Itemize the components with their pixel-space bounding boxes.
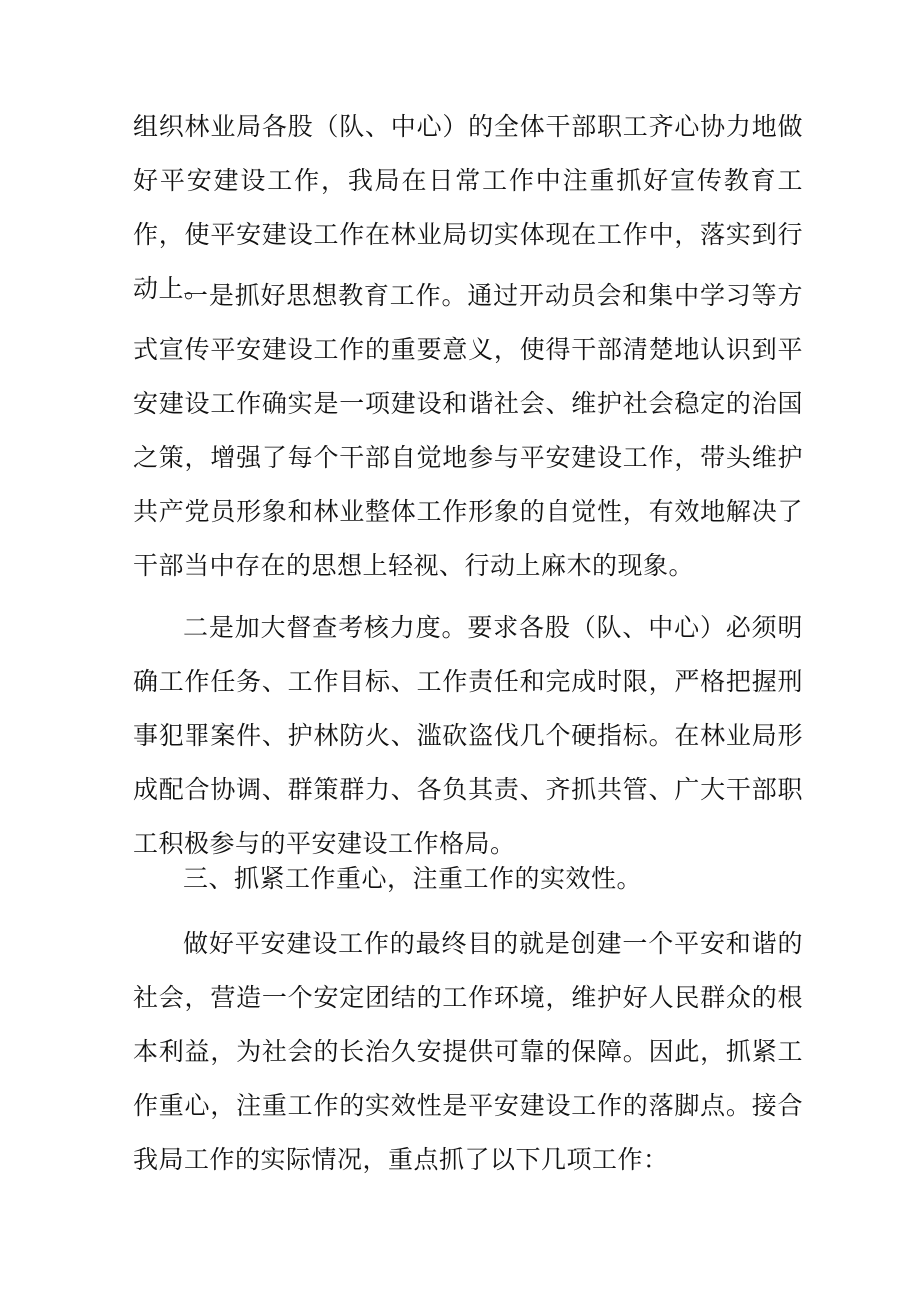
section-heading: 三、抓紧工作重心，注重工作的实效性。: [183, 864, 643, 893]
paragraph-work-focus: 做好平安建设工作的最终目的就是创建一个平安和谐的社会，营造一个安定团结的工作环境，维护好人民群众的根本利益，为社会的长治久安提供可靠的保障。因此，抓紧工作重心，注重工作的实效性是平安建设工作的落脚点。接合我局工作的实际情况，重点抓了以下几项工作：: [133, 929, 803, 1174]
paragraph-supervision-assessment: 二是加大督查考核力度。要求各股（队、中心）必须明确工作任务、工作目标、工作责任和完成时限，严格把握刑事犯罪案件、护林防火、滥砍盗伐几个硬指标。在林业局形成配合协调、群策群力、各负其责、齐抓共管、广大干部职工积极参与的平安建设工作格局。: [133, 613, 803, 858]
paragraph-ideological-education: 一是抓好思想教育工作。通过开动员会和集中学习等方式宣传平安建设工作的重要意义，使得干部清楚地认识到平安建设工作确实是一项建设和谐社会、维护社会稳定的治国之策，增强了每个干部自觉地参与平安建设工作，带头维护共产党员形象和林业整体工作形象的自觉性，有效地解决了干部当中存在的思想上轻视、行动上麻木的现象。: [133, 281, 803, 580]
paragraph-continuation: 组织林业局各股（队、中心）的全体干部职工齐心协力地做好平安建设工作，我局在日常工作中注重抓好宣传教育工作，使平安建设工作在林业局切实体现在工作中，落实到行动上。: [133, 112, 803, 303]
